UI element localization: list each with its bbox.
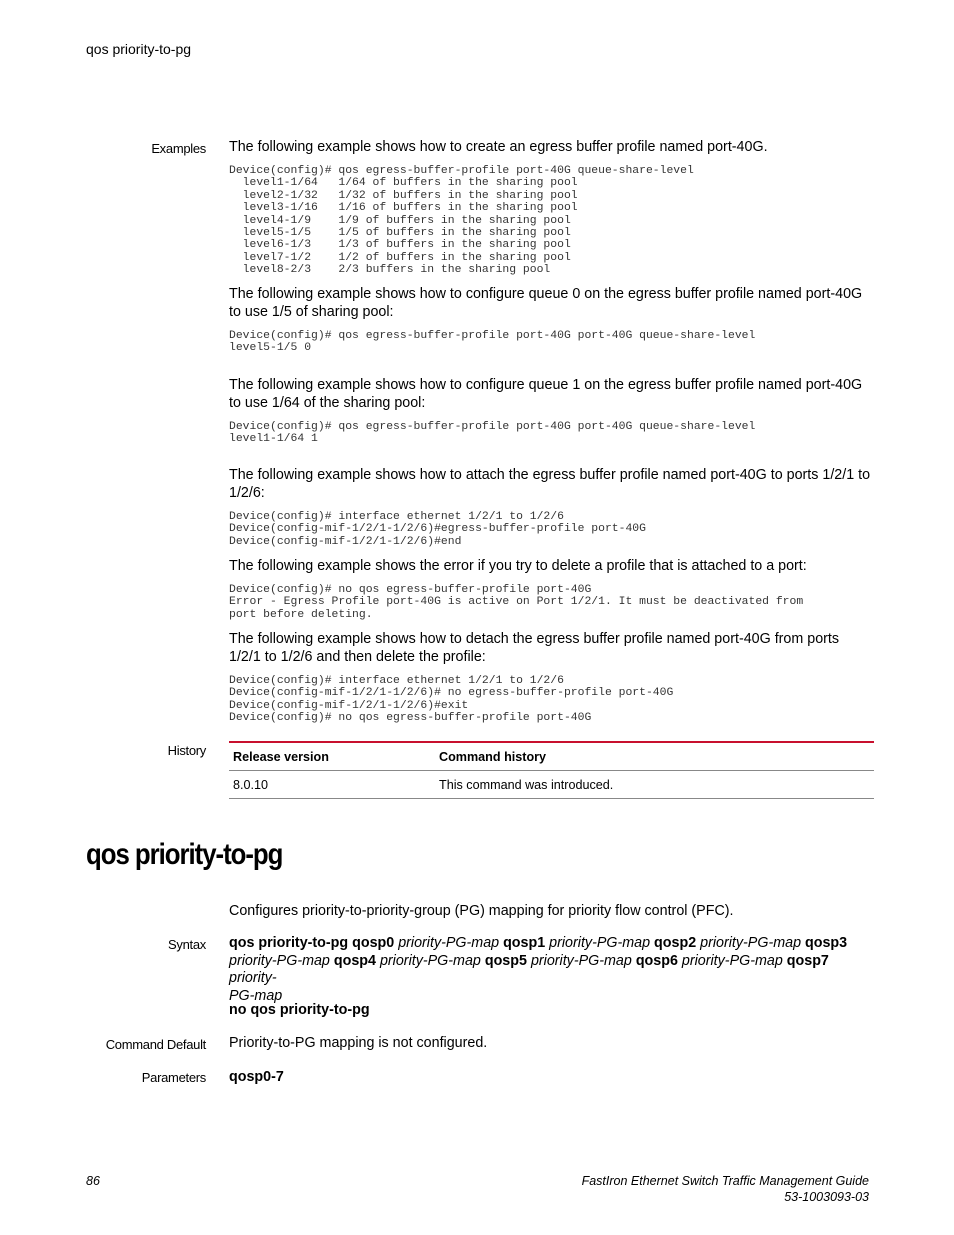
example-6-code: Device(config)# interface ethernet 1/2/1 to 1/2/6 Device(config-mif-1/2/1-1/2/6)# no egress-buffer-profile port-40G Device(config-mif-1/2/1-1/2/6)#exit Device(config)# no qos egress-buffer-profile port-40G [229,675,674,725]
history-col-release: Release version [229,742,435,771]
example-4-text: The following example shows how to attach the egress buffer profile named port-40G to ports 1/2/1 to 1/2/6: [229,467,871,501]
history-col-command-history: Command history [435,742,874,771]
syntax-keyword: qosp3 [805,935,848,951]
syntax-keyword: qosp6 [635,952,678,969]
syntax-argument: priority-PG-map [398,935,500,951]
example-1-text: The following example shows how to create an egress buffer profile named port-40G. [229,139,768,155]
example-3-code: Device(config)# qos egress-buffer-profile port-40G port-40G queue-share-level level1-1/64 1 [229,421,756,446]
syntax-argument: priority-PG-map [681,952,783,969]
syntax-command: qos priority-to-pg [229,935,349,951]
example-1-code: Device(config)# qos egress-buffer-profile port-40G queue-share-level level1-1/64 1/64 of buffers in the sharing pool level2-1/32 1/32 of buffers in the sharing pool level3-1/16 1/16 of buffers in the sharing pool level4-1/9 1/9 of buffers in the sharing pool level5-1/5 1/5 of buffers in the sharing pool level6-1/3 1/3 of buffers in the sharing pool level7-1/2 1/2 of buffers in the sharing pool level8-2/3 2/3 buffers in the sharing pool [229,165,694,277]
label-syntax: Syntax [168,937,206,952]
label-parameters: Parameters [141,1070,206,1085]
example-3-text: The following example shows how to configure queue 1 on the egress buffer profile named port-40G to use 1/64 of the sharing pool: [229,377,863,411]
section-description: Configures priority-to-priority-group (PG) mapping for priority flow control (PFC). [229,903,734,919]
table-row [229,771,874,799]
syntax-keyword: qosp0 [352,935,395,951]
syntax-argument-part: priority- [229,970,277,986]
example-5-code: Device(config)# no qos egress-buffer-profile port-40G Error - Egress Profile port-40G is active on Port 1/2/1. It must be deactivated from port before deleting. [229,584,804,621]
running-header: qos priority-to-pg [86,41,192,57]
example-2-text: The following example shows how to configure queue 0 on the egress buffer profile named port-40G to use 1/5 of sharing pool: [229,286,863,320]
example-2-code: Device(config)# qos egress-buffer-profile port-40G port-40G queue-share-level level5-1/5 0 [229,330,756,355]
syntax-argument: priority-PG-map [229,952,330,969]
label-command-default: Command Default [105,1037,206,1052]
footer-page-number: 86 [86,1174,100,1188]
footer-doc-number: 53-1003093-03 [784,1190,869,1204]
syntax-argument: priority-PG-map [379,952,481,969]
example-6-text: The following example shows how to detach the egress buffer profile named port-40G from ports 1/2/1 to 1/2/6 and then delete the profile: [229,631,840,665]
syntax-keyword: qosp1 [503,935,546,951]
history-table-header-row [229,742,874,771]
footer-doc-title: FastIron Ethernet Switch Traffic Management Guide [581,1174,869,1188]
example-5-text: The following example shows the error if you try to delete a profile that is attached to a port: [229,558,807,574]
label-history: History [167,743,206,758]
example-4-code: Device(config)# interface ethernet 1/2/1 to 1/2/6 Device(config-mif-1/2/1-1/2/6)#egress-buffer-profile port-40G Device(config-mif-1/2/1-1/2/6)#end [229,511,646,548]
syntax-keyword: qosp5 [484,952,527,969]
history-table [229,741,874,799]
history-cell-release: 8.0.10 [229,771,435,799]
syntax-line [229,935,874,1005]
syntax-argument: priority-PG-map [549,935,651,951]
syntax-argument: priority-PG-map [530,952,632,969]
label-examples: Examples [151,141,206,156]
command-default-text: Priority-to-PG mapping is not configured. [229,1035,488,1051]
syntax-keyword: qosp2 [654,935,697,951]
parameter-name: qosp0-7 [229,1069,284,1085]
syntax-no-form: no qos priority-to-pg [229,1002,370,1018]
syntax-argument: priority-PG-map [700,935,802,951]
syntax-argument-part: PG-map [229,987,283,1004]
syntax-keyword: qosp7 [786,952,829,969]
history-cell-description: This command was introduced. [435,771,874,799]
syntax-keyword: qosp4 [333,952,376,969]
section-title: qos priority-to-pg [86,838,283,871]
